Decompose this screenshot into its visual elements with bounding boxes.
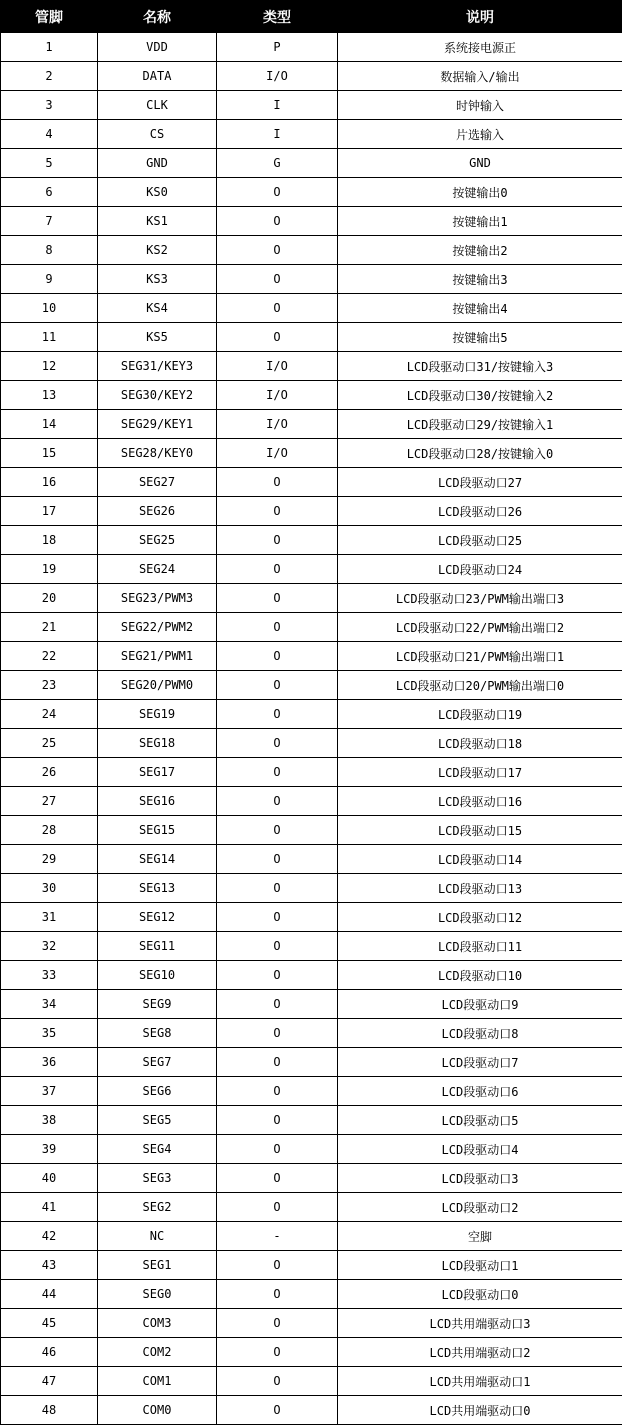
cell-pin: 42 — [1, 1222, 98, 1251]
cell-name: CLK — [98, 91, 217, 120]
cell-name: KS1 — [98, 207, 217, 236]
cell-pin: 32 — [1, 932, 98, 961]
cell-type: O — [217, 207, 338, 236]
cell-name: COM0 — [98, 1396, 217, 1425]
table-row — [1, 787, 622, 816]
cell-name: SEG31/KEY3 — [98, 352, 217, 381]
cell-type: O — [217, 903, 338, 932]
table-row — [1, 1106, 622, 1135]
cell-pin: 5 — [1, 149, 98, 178]
cell-type: O — [217, 1164, 338, 1193]
cell-description: LCD段驱动口30/按键输入2 — [338, 381, 622, 410]
cell-pin: 44 — [1, 1280, 98, 1309]
cell-pin: 33 — [1, 961, 98, 990]
cell-description: LCD段驱动口4 — [338, 1135, 622, 1164]
table-row — [1, 265, 622, 294]
cell-description: LCD共用端驱动口3 — [338, 1309, 622, 1338]
cell-type: O — [217, 1396, 338, 1425]
cell-name: SEG23/PWM3 — [98, 584, 217, 613]
cell-type: O — [217, 729, 338, 758]
table-row — [1, 990, 622, 1019]
cell-pin: 16 — [1, 468, 98, 497]
cell-type: O — [217, 758, 338, 787]
header-description: 说明 — [338, 1, 622, 33]
table-row — [1, 642, 622, 671]
cell-pin: 6 — [1, 178, 98, 207]
cell-name: SEG13 — [98, 874, 217, 903]
cell-name: COM3 — [98, 1309, 217, 1338]
cell-name: SEG25 — [98, 526, 217, 555]
cell-name: SEG20/PWM0 — [98, 671, 217, 700]
cell-description: LCD段驱动口7 — [338, 1048, 622, 1077]
cell-name: SEG18 — [98, 729, 217, 758]
table-row — [1, 381, 622, 410]
cell-name: KS4 — [98, 294, 217, 323]
table-row — [1, 1309, 622, 1338]
table-row — [1, 178, 622, 207]
cell-description: LCD段驱动口10 — [338, 961, 622, 990]
table-row — [1, 1135, 622, 1164]
cell-pin: 47 — [1, 1367, 98, 1396]
cell-description: LCD段驱动口14 — [338, 845, 622, 874]
cell-pin: 43 — [1, 1251, 98, 1280]
table-row — [1, 91, 622, 120]
cell-name: SEG19 — [98, 700, 217, 729]
cell-pin: 22 — [1, 642, 98, 671]
cell-name: SEG4 — [98, 1135, 217, 1164]
cell-type: O — [217, 1367, 338, 1396]
cell-description: LCD共用端驱动口2 — [338, 1338, 622, 1367]
cell-pin: 12 — [1, 352, 98, 381]
table-row — [1, 33, 622, 62]
cell-type: O — [217, 497, 338, 526]
cell-description: 时钟输入 — [338, 91, 622, 120]
cell-type: O — [217, 1193, 338, 1222]
cell-pin: 19 — [1, 555, 98, 584]
table-row — [1, 497, 622, 526]
cell-description: LCD段驱动口18 — [338, 729, 622, 758]
cell-type: P — [217, 33, 338, 62]
cell-name: GND — [98, 149, 217, 178]
cell-type: O — [217, 1280, 338, 1309]
cell-type: O — [217, 265, 338, 294]
table-row — [1, 1077, 622, 1106]
cell-type: O — [217, 526, 338, 555]
cell-type: O — [217, 700, 338, 729]
cell-pin: 11 — [1, 323, 98, 352]
cell-pin: 21 — [1, 613, 98, 642]
cell-description: LCD段驱动口3 — [338, 1164, 622, 1193]
cell-description: LCD段驱动口25 — [338, 526, 622, 555]
table-row — [1, 555, 622, 584]
cell-pin: 40 — [1, 1164, 98, 1193]
cell-description: LCD段驱动口23/PWM输出端口3 — [338, 584, 622, 613]
table-row — [1, 932, 622, 961]
table-row — [1, 526, 622, 555]
cell-type: O — [217, 932, 338, 961]
cell-name: SEG5 — [98, 1106, 217, 1135]
cell-type: O — [217, 671, 338, 700]
cell-pin: 18 — [1, 526, 98, 555]
table-row — [1, 1019, 622, 1048]
cell-pin: 31 — [1, 903, 98, 932]
cell-type: O — [217, 874, 338, 903]
cell-description: LCD段驱动口17 — [338, 758, 622, 787]
cell-type: O — [217, 642, 338, 671]
table-row — [1, 729, 622, 758]
cell-pin: 35 — [1, 1019, 98, 1048]
table-row — [1, 352, 622, 381]
cell-name: SEG12 — [98, 903, 217, 932]
cell-pin: 27 — [1, 787, 98, 816]
cell-name: SEG21/PWM1 — [98, 642, 217, 671]
table-row — [1, 1338, 622, 1367]
cell-pin: 9 — [1, 265, 98, 294]
table-row — [1, 700, 622, 729]
cell-pin: 39 — [1, 1135, 98, 1164]
cell-pin: 1 — [1, 33, 98, 62]
table-row — [1, 468, 622, 497]
table-row — [1, 1048, 622, 1077]
header-pin: 管脚 — [1, 1, 98, 33]
table-row — [1, 874, 622, 903]
table-row — [1, 1222, 622, 1251]
cell-description: LCD段驱动口13 — [338, 874, 622, 903]
cell-type: - — [217, 1222, 338, 1251]
cell-type: O — [217, 323, 338, 352]
cell-name: DATA — [98, 62, 217, 91]
cell-description: LCD段驱动口15 — [338, 816, 622, 845]
cell-description: LCD段驱动口29/按键输入1 — [338, 410, 622, 439]
cell-type: O — [217, 990, 338, 1019]
table-row — [1, 410, 622, 439]
cell-pin: 17 — [1, 497, 98, 526]
table-row — [1, 236, 622, 265]
table-row — [1, 294, 622, 323]
cell-name: COM1 — [98, 1367, 217, 1396]
cell-pin: 2 — [1, 62, 98, 91]
cell-type: O — [217, 787, 338, 816]
cell-name: SEG17 — [98, 758, 217, 787]
header-name: 名称 — [98, 1, 217, 33]
cell-name: SEG14 — [98, 845, 217, 874]
cell-name: SEG8 — [98, 1019, 217, 1048]
cell-description: LCD共用端驱动口1 — [338, 1367, 622, 1396]
cell-description: 系统接电源正 — [338, 33, 622, 62]
cell-type: O — [217, 584, 338, 613]
cell-type: O — [217, 845, 338, 874]
cell-description: LCD段驱动口21/PWM输出端口1 — [338, 642, 622, 671]
cell-type: I — [217, 91, 338, 120]
table-row — [1, 149, 622, 178]
cell-pin: 24 — [1, 700, 98, 729]
cell-description: LCD段驱动口1 — [338, 1251, 622, 1280]
cell-type: O — [217, 1338, 338, 1367]
cell-description: LCD段驱动口27 — [338, 468, 622, 497]
cell-name: KS2 — [98, 236, 217, 265]
cell-description: 按键输出1 — [338, 207, 622, 236]
cell-pin: 15 — [1, 439, 98, 468]
table-row — [1, 613, 622, 642]
table-row — [1, 758, 622, 787]
cell-name: SEG2 — [98, 1193, 217, 1222]
cell-pin: 20 — [1, 584, 98, 613]
cell-name: SEG3 — [98, 1164, 217, 1193]
cell-pin: 34 — [1, 990, 98, 1019]
cell-pin: 45 — [1, 1309, 98, 1338]
cell-description: LCD段驱动口2 — [338, 1193, 622, 1222]
cell-name: CS — [98, 120, 217, 149]
cell-description: LCD段驱动口9 — [338, 990, 622, 1019]
cell-type: O — [217, 1077, 338, 1106]
cell-description: 片选输入 — [338, 120, 622, 149]
cell-type: O — [217, 961, 338, 990]
cell-type: O — [217, 236, 338, 265]
cell-type: O — [217, 555, 338, 584]
cell-name: KS3 — [98, 265, 217, 294]
cell-name: SEG27 — [98, 468, 217, 497]
table-row — [1, 1396, 622, 1425]
cell-name: SEG6 — [98, 1077, 217, 1106]
header-type: 类型 — [217, 1, 338, 33]
cell-type: O — [217, 1019, 338, 1048]
cell-pin: 41 — [1, 1193, 98, 1222]
cell-name: VDD — [98, 33, 217, 62]
cell-pin: 4 — [1, 120, 98, 149]
cell-description: LCD段驱动口19 — [338, 700, 622, 729]
cell-description: 按键输出4 — [338, 294, 622, 323]
cell-type: O — [217, 1106, 338, 1135]
table-row — [1, 1367, 622, 1396]
cell-pin: 26 — [1, 758, 98, 787]
cell-pin: 14 — [1, 410, 98, 439]
cell-pin: 28 — [1, 816, 98, 845]
cell-type: O — [217, 1251, 338, 1280]
cell-pin: 29 — [1, 845, 98, 874]
cell-name: NC — [98, 1222, 217, 1251]
cell-name: KS0 — [98, 178, 217, 207]
cell-name: SEG7 — [98, 1048, 217, 1077]
cell-name: SEG11 — [98, 932, 217, 961]
cell-type: O — [217, 294, 338, 323]
cell-pin: 8 — [1, 236, 98, 265]
table-row — [1, 903, 622, 932]
cell-type: I — [217, 120, 338, 149]
cell-name: KS5 — [98, 323, 217, 352]
cell-description: 按键输出2 — [338, 236, 622, 265]
cell-pin: 10 — [1, 294, 98, 323]
cell-description: LCD共用端驱动口0 — [338, 1396, 622, 1425]
cell-description: LCD段驱动口28/按键输入0 — [338, 439, 622, 468]
header-row — [1, 1, 622, 33]
cell-pin: 23 — [1, 671, 98, 700]
cell-type: O — [217, 178, 338, 207]
cell-type: G — [217, 149, 338, 178]
cell-name: SEG9 — [98, 990, 217, 1019]
table-row — [1, 845, 622, 874]
cell-description: 数据输入/输出 — [338, 62, 622, 91]
cell-description: LCD段驱动口5 — [338, 1106, 622, 1135]
cell-name: SEG28/KEY0 — [98, 439, 217, 468]
cell-description: LCD段驱动口12 — [338, 903, 622, 932]
cell-description: LCD段驱动口6 — [338, 1077, 622, 1106]
cell-description: 按键输出0 — [338, 178, 622, 207]
cell-name: SEG29/KEY1 — [98, 410, 217, 439]
cell-description: LCD段驱动口8 — [338, 1019, 622, 1048]
cell-name: SEG24 — [98, 555, 217, 584]
table-row — [1, 1193, 622, 1222]
cell-type: I/O — [217, 381, 338, 410]
table-row — [1, 816, 622, 845]
table-body — [1, 33, 622, 1425]
cell-description: LCD段驱动口11 — [338, 932, 622, 961]
table-row — [1, 584, 622, 613]
table-row — [1, 671, 622, 700]
table-row — [1, 1251, 622, 1280]
cell-name: SEG26 — [98, 497, 217, 526]
cell-pin: 38 — [1, 1106, 98, 1135]
cell-description: LCD段驱动口31/按键输入3 — [338, 352, 622, 381]
cell-name: SEG1 — [98, 1251, 217, 1280]
table-row — [1, 1164, 622, 1193]
cell-pin: 7 — [1, 207, 98, 236]
cell-type: O — [217, 816, 338, 845]
cell-description: LCD段驱动口0 — [338, 1280, 622, 1309]
cell-pin: 37 — [1, 1077, 98, 1106]
cell-type: I/O — [217, 62, 338, 91]
table-row — [1, 207, 622, 236]
table-header — [1, 1, 622, 33]
table-row — [1, 961, 622, 990]
cell-type: I/O — [217, 352, 338, 381]
cell-pin: 13 — [1, 381, 98, 410]
cell-type: O — [217, 1135, 338, 1164]
cell-name: SEG22/PWM2 — [98, 613, 217, 642]
cell-description: 空脚 — [338, 1222, 622, 1251]
table-row — [1, 439, 622, 468]
table-row — [1, 120, 622, 149]
cell-type: I/O — [217, 410, 338, 439]
cell-description: GND — [338, 149, 622, 178]
cell-type: O — [217, 468, 338, 497]
cell-pin: 3 — [1, 91, 98, 120]
cell-name: SEG15 — [98, 816, 217, 845]
cell-description: LCD段驱动口22/PWM输出端口2 — [338, 613, 622, 642]
cell-pin: 48 — [1, 1396, 98, 1425]
cell-name: COM2 — [98, 1338, 217, 1367]
cell-description: LCD段驱动口16 — [338, 787, 622, 816]
cell-type: O — [217, 1048, 338, 1077]
table-row — [1, 323, 622, 352]
table-row — [1, 62, 622, 91]
cell-description: LCD段驱动口26 — [338, 497, 622, 526]
cell-description: 按键输出3 — [338, 265, 622, 294]
cell-name: SEG16 — [98, 787, 217, 816]
cell-type: I/O — [217, 439, 338, 468]
cell-pin: 30 — [1, 874, 98, 903]
cell-pin: 36 — [1, 1048, 98, 1077]
cell-pin: 25 — [1, 729, 98, 758]
cell-type: O — [217, 613, 338, 642]
cell-description: LCD段驱动口24 — [338, 555, 622, 584]
cell-pin: 46 — [1, 1338, 98, 1367]
cell-description: 按键输出5 — [338, 323, 622, 352]
table-row — [1, 1280, 622, 1309]
cell-name: SEG30/KEY2 — [98, 381, 217, 410]
cell-name: SEG0 — [98, 1280, 217, 1309]
cell-description: LCD段驱动口20/PWM输出端口0 — [338, 671, 622, 700]
cell-type: O — [217, 1309, 338, 1338]
cell-name: SEG10 — [98, 961, 217, 990]
